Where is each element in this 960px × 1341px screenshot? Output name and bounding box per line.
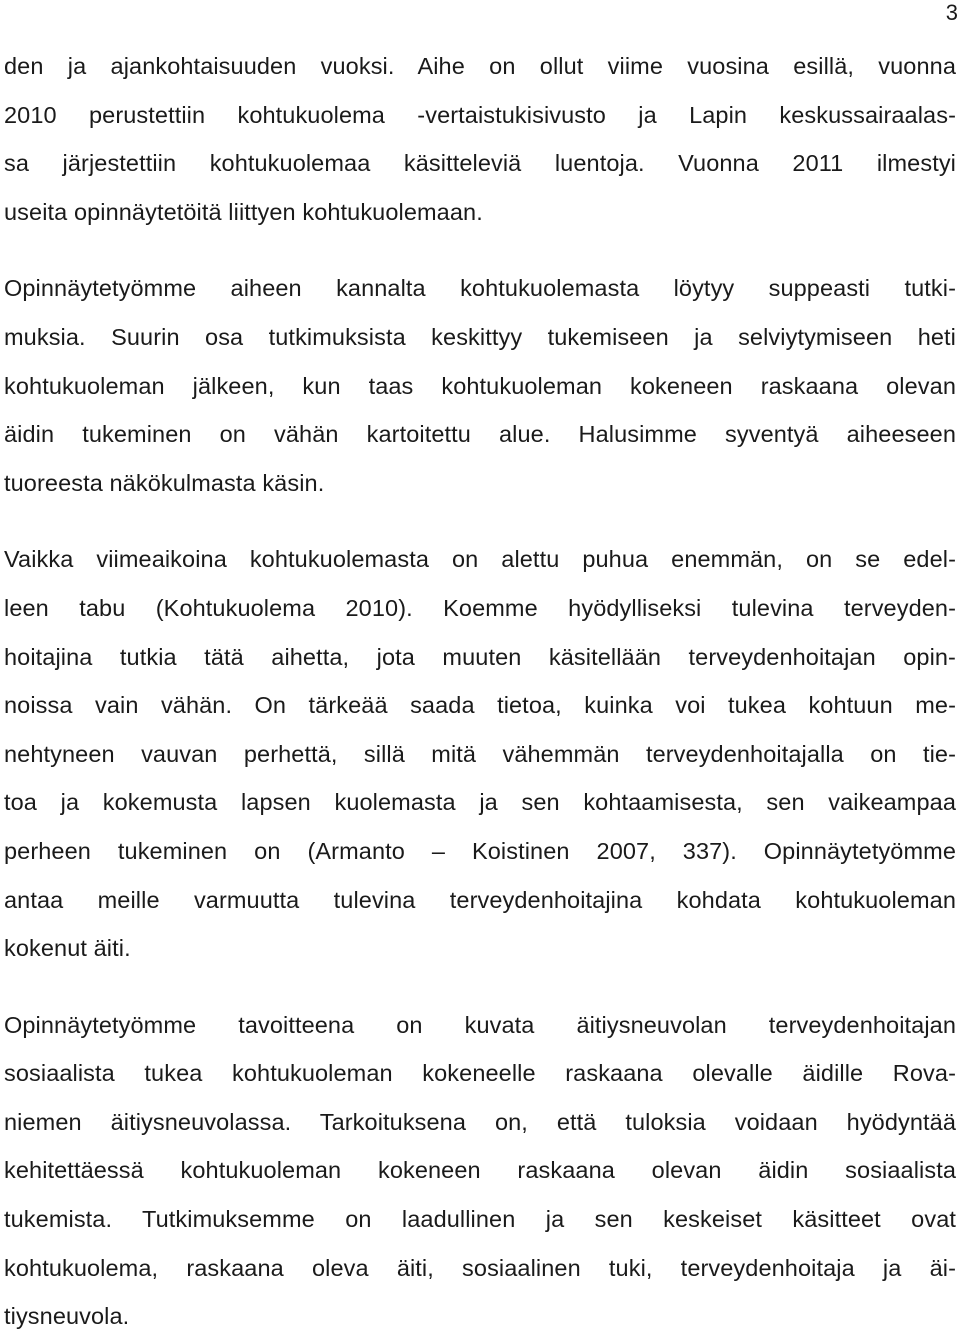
text-line: useita opinnäytetöitä liittyen kohtukuolemaan. bbox=[4, 198, 483, 225]
text-line: kohtukuolema, raskaana oleva äiti, sosiaalinen tuki, terveydenhoitaja ja äi- bbox=[4, 1254, 956, 1281]
text-line: noissa vain vähän. On tärkeää saada tietoa, kuinka voi tukea kohtuun me- bbox=[4, 692, 956, 719]
text-line: den ja ajankohtaisuuden vuoksi. Aihe on ollut viime vuosina esillä, vuonna bbox=[4, 53, 956, 79]
paragraph-gap bbox=[4, 236, 956, 264]
paragraph-4 bbox=[4, 1001, 956, 1341]
text-line: antaa meille varmuutta tulevina terveydenhoitajina kohdata kohtukuoleman bbox=[4, 886, 956, 913]
text-line: leen tabu (Kohtukuolema 2010). Koemme hyödylliseksi tulevina terveyden- bbox=[4, 594, 956, 621]
text-line: äidin tukeminen on vähän kartoitettu alue. Halusimme syventyä aiheeseen bbox=[4, 421, 956, 448]
text-line: kokenut äiti. bbox=[4, 935, 131, 962]
page-body bbox=[4, 42, 956, 1341]
text-line: niemen äitiysneuvolassa. Tarkoituksena on, että tuloksia voidaan hyödyntää bbox=[4, 1108, 956, 1135]
paragraph-3 bbox=[4, 535, 956, 972]
text-line: Opinnäytetyömme aiheen kannalta kohtukuolemasta löytyy suppeasti tutki- bbox=[4, 275, 956, 302]
text-line: 2010 perustettiin kohtukuolema -vertaistukisivusto ja Lapin keskussairaalas- bbox=[4, 101, 956, 128]
text-line: kehitettäessä kohtukuoleman kokeneen raskaana olevan äidin sosiaalista bbox=[4, 1157, 956, 1184]
text-line: sa järjestettiin kohtukuolemaa käsitteleviä luentoja. Vuonna 2011 ilmestyi bbox=[4, 150, 956, 177]
paragraph-gap bbox=[4, 973, 956, 1001]
text-line: kohtukuoleman jälkeen, kun taas kohtukuoleman kokeneen raskaana olevan bbox=[4, 372, 956, 399]
text-line: tukemista. Tutkimuksemme on laadullinen ja sen keskeiset käsitteet ovat bbox=[4, 1206, 956, 1233]
paragraph-gap bbox=[4, 507, 956, 535]
text-line: Vaikka viimeaikoina kohtukuolemasta on alettu puhua enemmän, on se edel- bbox=[4, 546, 956, 573]
paragraph-1 bbox=[4, 42, 956, 236]
text-line: sosiaalista tukea kohtukuoleman kokeneelle raskaana olevalle äidille Rova- bbox=[4, 1060, 956, 1087]
text-line: tuoreesta näkökulmasta käsin. bbox=[4, 469, 325, 496]
paragraph-2 bbox=[4, 264, 956, 507]
text-line: toa ja kokemusta lapsen kuolemasta ja sen kohtaamisesta, sen vaikeampaa bbox=[4, 789, 956, 816]
text-line: nehtyneen vauvan perhettä, sillä mitä vähemmän terveydenhoitajalla on tie- bbox=[4, 740, 956, 767]
page-number: 3 bbox=[945, 0, 958, 25]
text-line: muksia. Suurin osa tutkimuksista keskittyy tukemiseen ja selviytymiseen heti bbox=[4, 323, 956, 350]
text-line: tiysneuvola. bbox=[4, 1303, 130, 1330]
text-line: perheen tukeminen on (Armanto – Koistinen 2007, 337). Opinnäytetyömme bbox=[4, 837, 956, 864]
text-line: Opinnäytetyömme tavoitteena on kuvata äitiysneuvolan terveydenhoitajan bbox=[4, 1011, 956, 1038]
text-line: hoitajina tutkia tätä aihetta, jota muuten käsitellään terveydenhoitajan opin- bbox=[4, 643, 956, 670]
